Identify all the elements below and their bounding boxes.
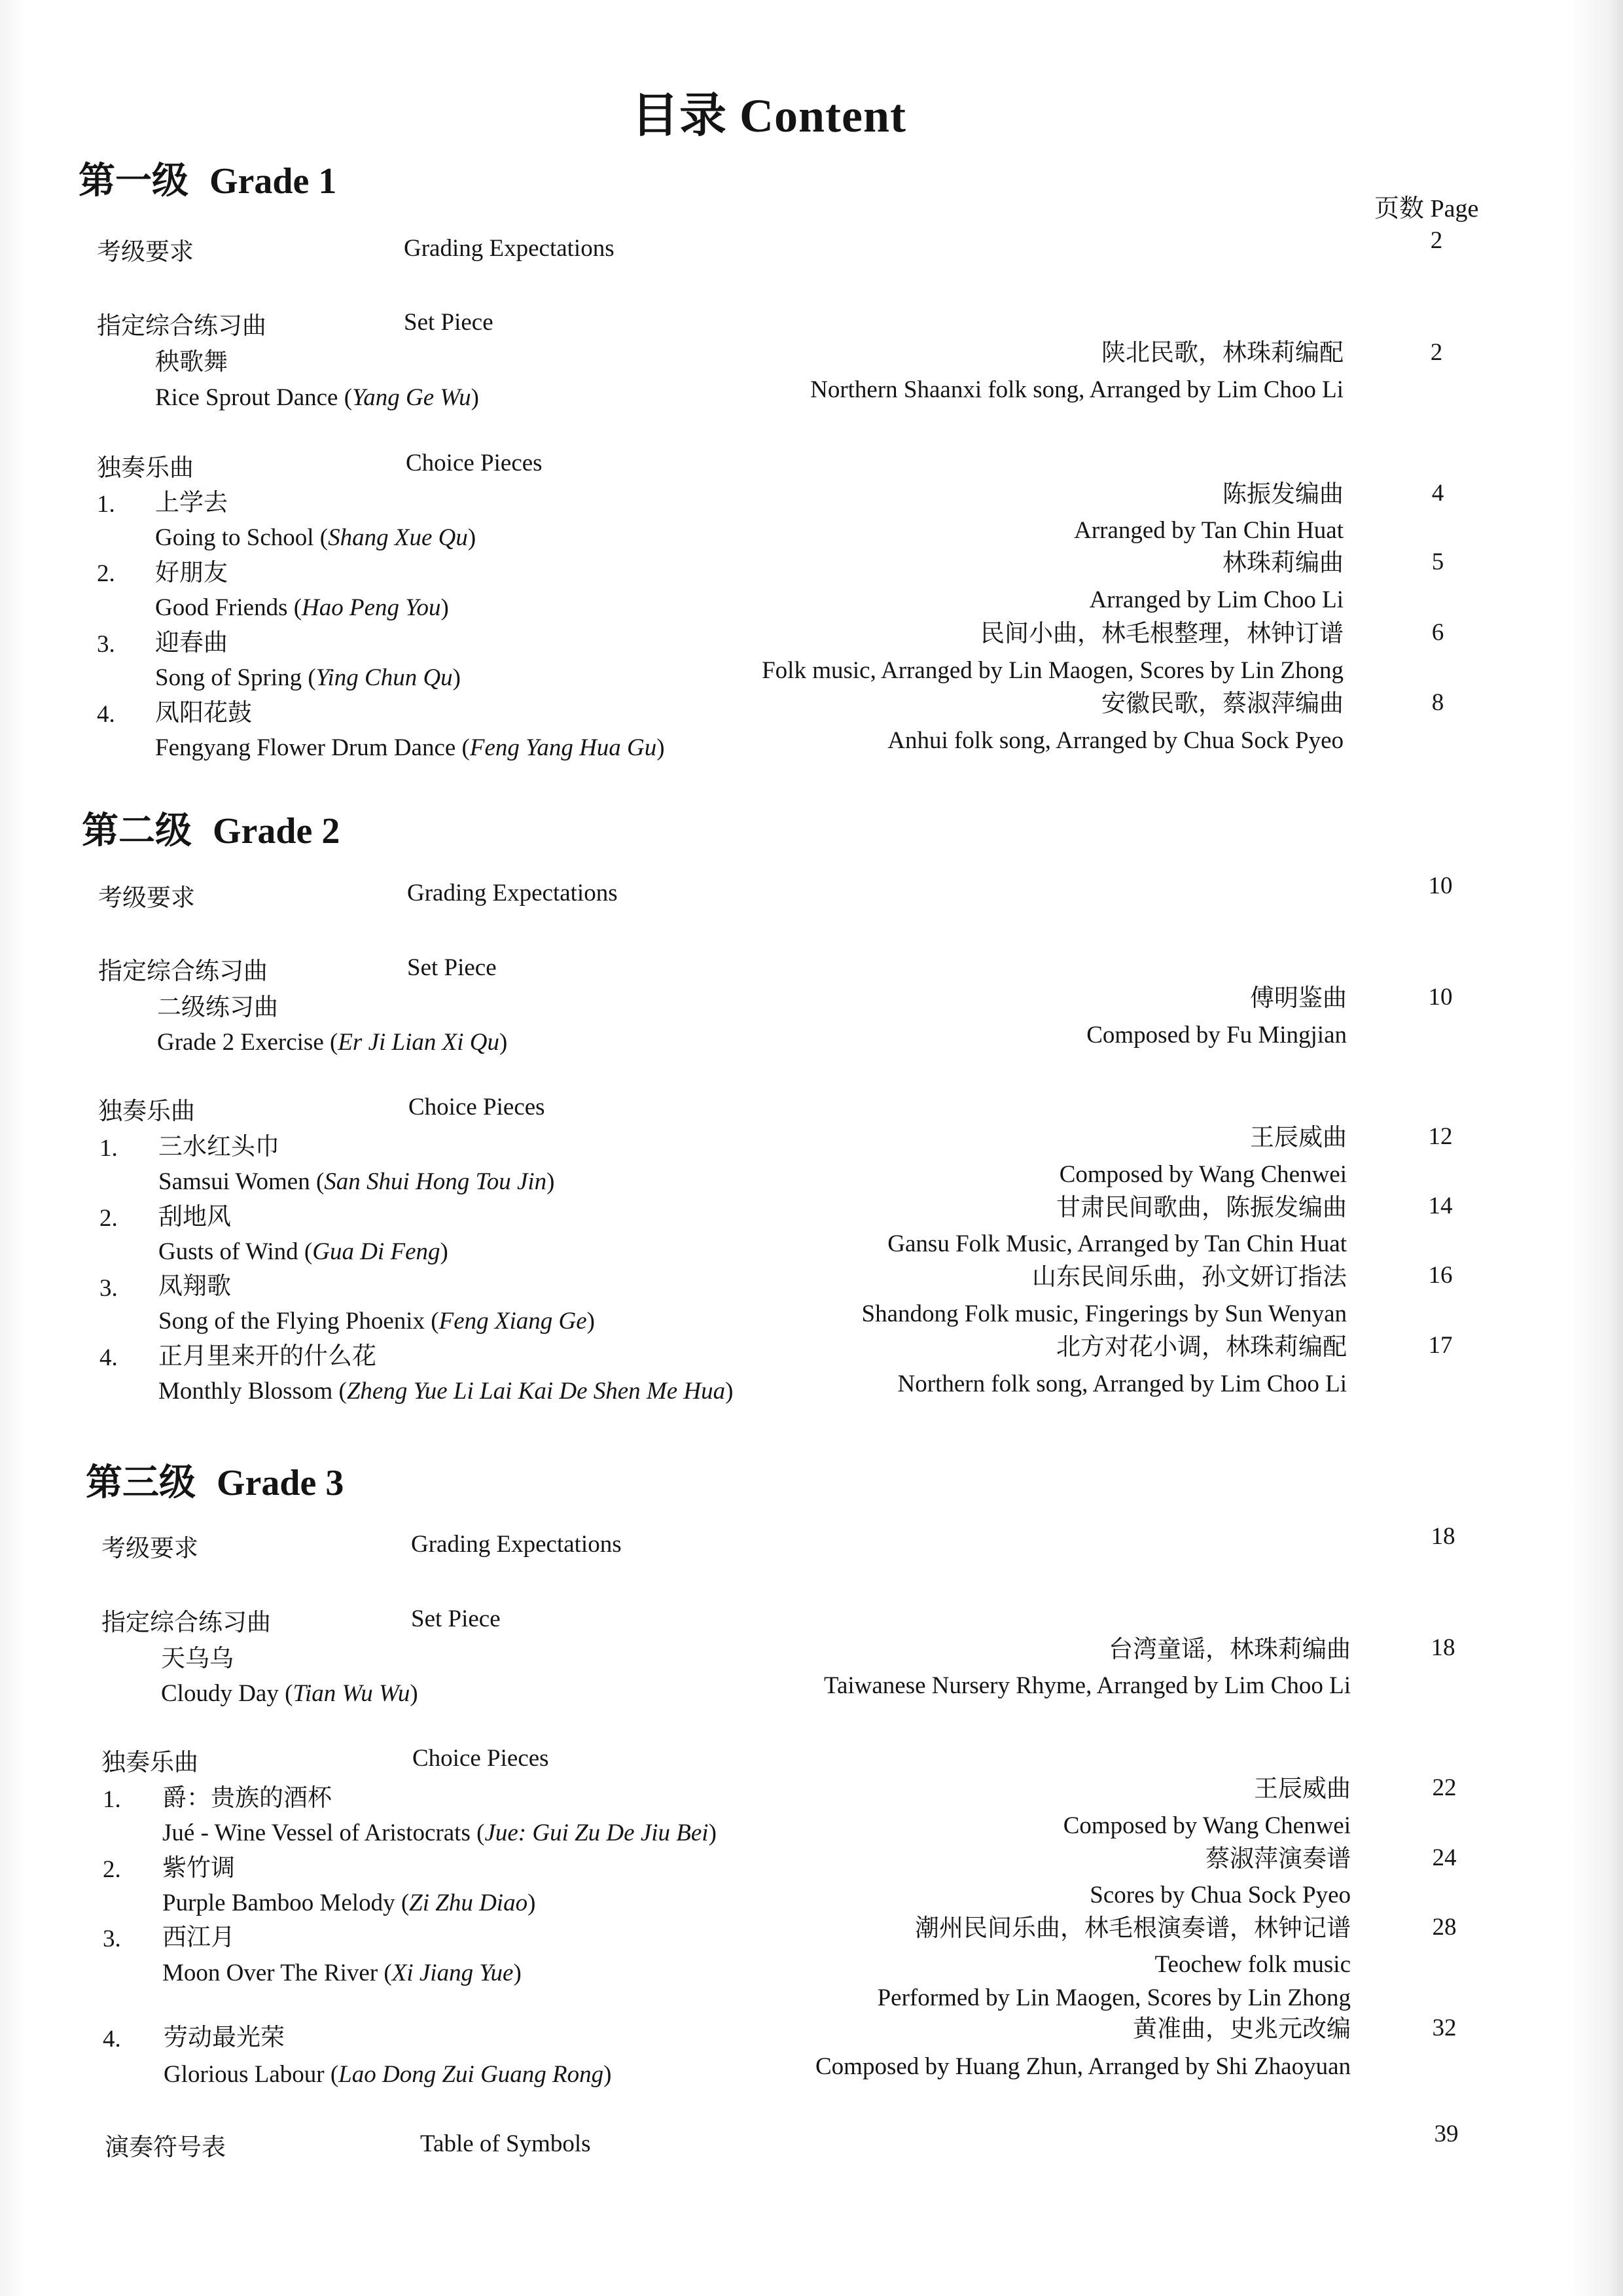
piece-title-en: Purple Bamboo Melody (Zi Zhu Diao) — [162, 1890, 536, 1916]
expectations-label-zh: 考级要求 — [101, 1535, 198, 1562]
page-number: 14 — [1428, 1193, 1453, 1219]
set-piece-label-zh: 指定综合练习曲 — [98, 958, 268, 985]
piece-number: 2. — [97, 560, 115, 587]
credit-zh: 甘肃民间歌曲，陈振发编曲 — [1056, 1194, 1347, 1221]
page-number: 24 — [1432, 1844, 1457, 1871]
piece-title-en: Moon Over The River (Xi Jiang Yue) — [162, 1960, 522, 1986]
piece-title-zh: 迎春曲 — [155, 630, 228, 656]
piece-title-zh: 劳动最光荣 — [164, 2024, 285, 2051]
credit-en-second-line: Performed by Lin Maogen, Scores by Lin Zhong — [877, 1984, 1351, 2011]
choice-label-en: Choice Pieces — [408, 1094, 545, 1121]
credit-zh: 王辰威曲 — [1254, 1776, 1351, 1803]
choice-label-zh: 独奏乐曲 — [98, 1098, 195, 1125]
piece-title-en: Rice Sprout Dance (Yang Ge Wu) — [155, 384, 479, 411]
credit-en: Gansu Folk Music, Arranged by Tan Chin Huat — [887, 1230, 1347, 1257]
page-number: 5 — [1431, 548, 1444, 575]
grade-heading — [79, 152, 336, 204]
piece-number: 4. — [99, 1344, 118, 1371]
expectations-label-en: Grading Expectations — [404, 235, 615, 262]
piece-number: 1. — [97, 491, 115, 518]
piece-title-zh: 凤阳花鼓 — [155, 700, 252, 726]
credit-en: Anhui folk song, Arranged by Chua Sock Pyeo — [887, 727, 1344, 754]
piece-title-en: Cloudy Day (Tian Wu Wu) — [161, 1680, 418, 1707]
page-number: 10 — [1428, 872, 1453, 899]
piece-number: 4. — [97, 701, 115, 728]
page-number: 6 — [1431, 619, 1444, 646]
piece-title-zh: 三水红头巾 — [158, 1134, 279, 1160]
piece-title-en: Grade 2 Exercise (Er Ji Lian Xi Qu) — [157, 1029, 508, 1056]
page-column-header: 页数 Page — [1374, 195, 1479, 223]
piece-title-zh: 爵：贵族的酒杯 — [162, 1785, 332, 1812]
credit-zh: 民间小曲，林毛根整理，林钟订谱 — [980, 620, 1344, 647]
page-number: 2 — [1430, 227, 1443, 254]
expectations-label-en: Grading Expectations — [411, 1531, 622, 1558]
credit-zh: 林珠莉编曲 — [1222, 550, 1344, 577]
credit-zh: 蔡淑萍演奏谱 — [1205, 1846, 1351, 1873]
grade-heading-zh: 第二级 — [82, 811, 192, 852]
piece-title-zh: 西江月 — [162, 1924, 235, 1951]
piece-title-en: Glorious Labour (Lao Dong Zui Guang Rong) — [164, 2061, 612, 2088]
piece-title-zh: 二级练习曲 — [157, 994, 278, 1021]
credit-en: Composed by Huang Zhun, Arranged by Shi Zhaoyuan — [815, 2053, 1351, 2080]
page-number: 16 — [1428, 1262, 1453, 1289]
grade-heading-zh: 第三级 — [86, 1463, 196, 1503]
credit-en: Shandong Folk music, Fingerings by Sun Wenyan — [861, 1300, 1347, 1327]
piece-title-en: Monthly Blossom (Zheng Yue Li Lai Kai De Shen Me Hua) — [158, 1378, 734, 1405]
piece-title-en: Samsui Women (San Shui Hong Tou Jin) — [158, 1168, 555, 1195]
credit-en: Northern folk song, Arranged by Lim Choo Li — [897, 1371, 1347, 1397]
piece-title-en: Fengyang Flower Drum Dance (Feng Yang Hua Gu) — [155, 734, 665, 761]
page-number: 8 — [1431, 689, 1444, 716]
page-number: 28 — [1432, 1914, 1457, 1941]
credit-zh: 陕北民歌，林珠莉编配 — [1101, 340, 1344, 367]
set-piece-label-zh: 指定综合练习曲 — [101, 1609, 271, 1636]
grade-heading — [86, 1454, 344, 1506]
piece-number: 1. — [103, 1786, 121, 1813]
set-piece-label-en: Set Piece — [407, 954, 497, 981]
set-piece-label-en: Set Piece — [404, 309, 493, 336]
grade-heading — [82, 802, 340, 854]
expectations-label-zh: 考级要求 — [97, 239, 194, 266]
piece-title-zh: 紫竹调 — [162, 1855, 235, 1882]
set-piece-label-zh: 指定综合练习曲 — [97, 313, 266, 340]
piece-title-zh: 刮地风 — [158, 1204, 231, 1230]
credit-zh: 北方对花小调，林珠莉编配 — [1056, 1334, 1347, 1361]
page-number: 10 — [1428, 984, 1453, 1011]
piece-title-zh: 秧歌舞 — [155, 349, 228, 376]
piece-number: 3. — [97, 631, 115, 658]
page-number: 12 — [1428, 1123, 1453, 1150]
choice-label-en: Choice Pieces — [406, 450, 543, 476]
symbols-label-zh: 演奏符号表 — [105, 2134, 226, 2161]
piece-number: 3. — [99, 1275, 118, 1302]
symbols-label-en: Table of Symbols — [420, 2130, 591, 2157]
credit-en: Scores by Chua Sock Pyeo — [1090, 1882, 1351, 1909]
credit-en: Arranged by Lim Choo Li — [1089, 586, 1344, 613]
credit-en: Teochew folk music — [1154, 1951, 1351, 1978]
piece-number: 3. — [103, 1926, 121, 1952]
page-number: 18 — [1431, 1634, 1455, 1661]
credit-zh: 潮州民间乐曲，林毛根演奏谱，林钟记谱 — [915, 1915, 1351, 1942]
credit-zh: 安徽民歌，蔡淑萍编曲 — [1101, 691, 1344, 717]
credit-en: Composed by Wang Chenwei — [1059, 1161, 1347, 1188]
piece-title-zh: 凤翔歌 — [158, 1273, 231, 1300]
credit-zh: 山东民间乐曲，孙文妍订指法 — [1032, 1264, 1347, 1291]
credit-en: Arranged by Tan Chin Huat — [1074, 517, 1344, 544]
credit-zh: 台湾童谣，林珠莉编曲 — [1109, 1636, 1351, 1663]
grade-heading-en: Grade 2 — [213, 811, 340, 852]
grade-heading-en: Grade 3 — [217, 1463, 344, 1503]
piece-number: 2. — [99, 1205, 118, 1232]
page-number: 4 — [1431, 480, 1444, 507]
piece-title-en: Song of Spring (Ying Chun Qu) — [155, 664, 461, 691]
expectations-label-zh: 考级要求 — [98, 885, 195, 912]
credit-zh: 傅明鉴曲 — [1250, 985, 1347, 1012]
piece-number: 4. — [103, 2026, 121, 2053]
piece-number: 1. — [99, 1135, 118, 1162]
grade-heading-zh: 第一级 — [79, 161, 188, 202]
credit-zh: 陈振发编曲 — [1222, 481, 1344, 508]
grade-heading-en: Grade 1 — [209, 161, 337, 202]
page-number: 18 — [1431, 1523, 1455, 1550]
credit-en: Folk music, Arranged by Lin Maogen, Scores by Lin Zhong — [762, 657, 1344, 684]
piece-title-en: Gusts of Wind (Gua Di Feng) — [158, 1238, 448, 1265]
page-number: 22 — [1432, 1774, 1457, 1801]
credit-en: Composed by Fu Mingjian — [1086, 1022, 1347, 1049]
set-piece-label-en: Set Piece — [411, 1605, 501, 1632]
page-number: 39 — [1434, 2121, 1459, 2147]
expectations-label-en: Grading Expectations — [407, 880, 618, 906]
piece-title-en: Good Friends (Hao Peng You) — [155, 594, 449, 621]
choice-label-zh: 独奏乐曲 — [97, 455, 194, 482]
credit-en: Northern Shaanxi folk song, Arranged by Lim Choo Li — [810, 376, 1344, 403]
page-number: 2 — [1430, 339, 1443, 366]
credit-en: Composed by Wang Chenwei — [1063, 1812, 1351, 1839]
page-number: 17 — [1428, 1332, 1453, 1359]
piece-title-en: Song of the Flying Phoenix (Feng Xiang Ge) — [158, 1308, 595, 1335]
piece-title-zh: 好朋友 — [155, 560, 228, 586]
credit-zh: 王辰威曲 — [1250, 1124, 1347, 1151]
piece-title-zh: 天乌乌 — [161, 1645, 234, 1672]
page-title: 目录 Content — [632, 90, 906, 142]
choice-label-en: Choice Pieces — [412, 1745, 549, 1772]
credit-zh: 黄准曲，史兆元改编 — [1133, 2016, 1351, 2043]
piece-number: 2. — [103, 1856, 121, 1883]
piece-title-zh: 上学去 — [155, 490, 228, 516]
choice-label-zh: 独奏乐曲 — [101, 1749, 198, 1776]
page-number: 32 — [1432, 2015, 1457, 2041]
piece-title-en: Jué - Wine Vessel of Aristocrats (Jue: Gui Zu De Jiu Bei) — [162, 1820, 717, 1846]
credit-en: Taiwanese Nursery Rhyme, Arranged by Lim Choo Li — [823, 1672, 1351, 1699]
piece-title-zh: 正月里来开的什么花 — [158, 1343, 376, 1370]
piece-title-en: Going to School (Shang Xue Qu) — [155, 524, 476, 551]
